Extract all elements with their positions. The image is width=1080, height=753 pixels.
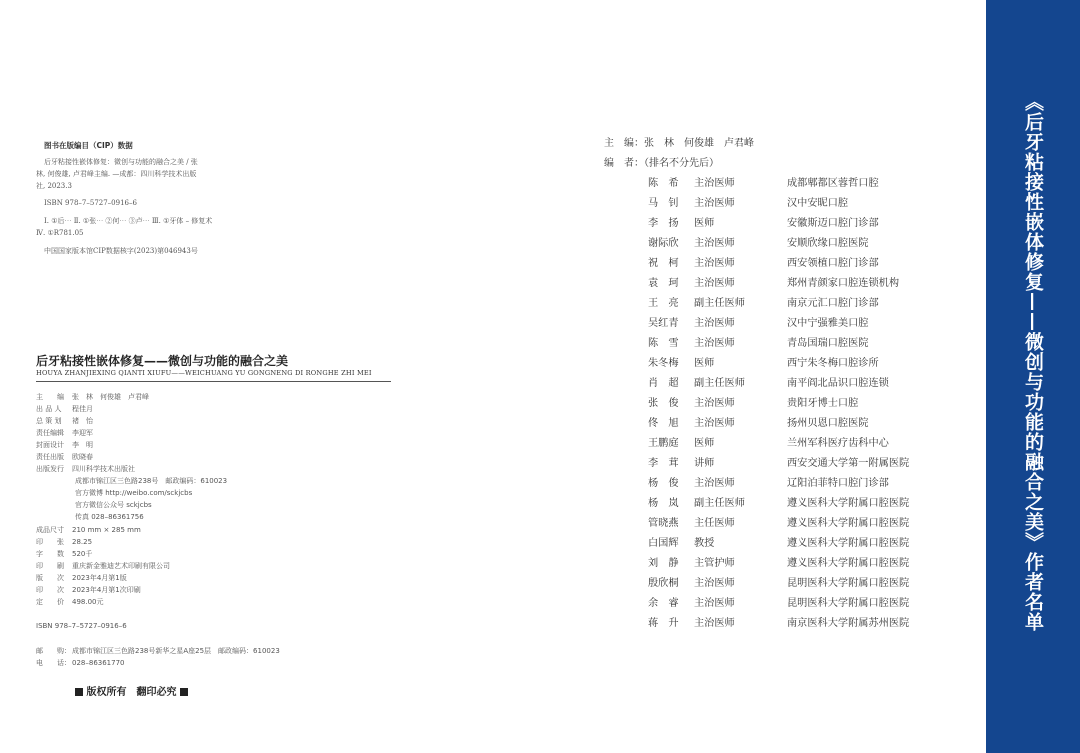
info-label: 印 张 xyxy=(36,538,64,546)
author-title: 医师 xyxy=(694,358,715,369)
copyright-notice xyxy=(75,683,188,698)
info-continuation: 传真 028–86361756 xyxy=(75,513,144,521)
author-title: 主治医师 xyxy=(694,618,735,629)
author-institution: 成都郫都区蓉哲口腔 xyxy=(787,178,879,189)
info-value: 李迎军 xyxy=(72,429,93,437)
author-title: 主治医师 xyxy=(694,278,735,289)
author-name: 陈 雪 xyxy=(648,338,679,349)
contact-label: 邮 购： xyxy=(36,647,71,655)
author-title: 主治医师 xyxy=(694,578,735,589)
info-row xyxy=(36,525,141,535)
contact-row xyxy=(36,658,125,668)
author-institution: 安徽斯迈口腔门诊部 xyxy=(787,218,879,229)
info-value: 褚 怡 xyxy=(72,417,93,425)
author-title: 教授 xyxy=(694,538,715,549)
author-institution: 安顺欣缘口腔医院 xyxy=(787,238,869,249)
author-institution: 昆明医科大学附属口腔医院 xyxy=(787,578,910,589)
info-value: 498.00元 xyxy=(72,598,104,606)
author-name: 白国辉 xyxy=(648,538,679,549)
author-name: 马 钊 xyxy=(648,198,679,209)
author-institution: 遵义医科大学附属口腔医院 xyxy=(787,498,910,509)
author-name: 王鹏庭 xyxy=(648,438,679,449)
info-value: 520千 xyxy=(72,550,93,558)
square-bullet-icon xyxy=(180,688,188,696)
contact-value: 028–86361770 xyxy=(72,659,125,667)
info-label: 定 价 xyxy=(36,598,64,606)
author-institution: 郑州青颜家口腔连锁机构 xyxy=(787,278,900,289)
info-value: 210 mm × 285 mm xyxy=(72,526,141,534)
author-name: 刘 静 xyxy=(648,558,679,569)
author-name: 吴红青 xyxy=(648,318,679,329)
info-row xyxy=(36,404,93,414)
cip-line: Ⅰ. ①后⋯ Ⅱ. ①张⋯ ②何⋯ ③卢⋯ Ⅲ. ①牙体 – 修复术 xyxy=(44,217,213,225)
info-label: 封面设计 xyxy=(36,441,64,449)
author-name: 蒋 升 xyxy=(648,618,679,629)
author-title: 副主任医师 xyxy=(694,498,745,509)
info-label: 主 编 xyxy=(36,393,64,401)
author-name: 陈 希 xyxy=(648,178,679,189)
info-row xyxy=(36,585,141,595)
cip-line: 中国国家版本馆CIP数据核字(2023)第046943号 xyxy=(44,247,198,255)
author-name: 肖 超 xyxy=(648,378,679,389)
author-institution: 南京元汇口腔门诊部 xyxy=(787,298,879,309)
info-value: 程佳月 xyxy=(72,405,93,413)
author-institution: 西安领植口腔门诊部 xyxy=(787,258,879,269)
info-label: 字 数 xyxy=(36,550,64,558)
author-title: 讲师 xyxy=(694,458,715,469)
info-label: 总 策 划 xyxy=(36,417,62,425)
info-row xyxy=(36,452,93,462)
cip-line: ISBN 978–7–5727–0916–6 xyxy=(44,199,137,207)
author-institution: 青岛国瑞口腔医院 xyxy=(787,338,869,349)
info-row xyxy=(36,464,135,474)
info-row xyxy=(36,416,93,426)
author-title: 主任医师 xyxy=(694,518,735,529)
author-name: 李 茸 xyxy=(648,458,679,469)
info-continuation: 官方微博 http://weibo.com/sckjcbs xyxy=(75,489,193,497)
info-label: 印 次 xyxy=(36,586,64,594)
info-row xyxy=(36,537,92,547)
author-institution: 汉中宁强雅美口腔 xyxy=(787,318,869,329)
author-institution: 遵义医科大学附属口腔医院 xyxy=(787,518,910,529)
author-name: 祝 柯 xyxy=(648,258,679,269)
author-title: 主治医师 xyxy=(694,258,735,269)
info-label: 出 品 人 xyxy=(36,405,62,413)
author-title: 主治医师 xyxy=(694,478,735,489)
info-value: 欧晓春 xyxy=(72,453,93,461)
author-institution: 西安交通大学第一附属医院 xyxy=(787,458,910,469)
author-title: 副主任医师 xyxy=(694,298,745,309)
info-label: 版 次 xyxy=(36,574,64,582)
author-title: 主治医师 xyxy=(694,398,735,409)
cip-heading: 图书在版编目（CIP）数据 xyxy=(44,141,133,150)
book-pinyin-title: HOUYA ZHANJIEXING QIANTI XIUFU——WEICHUANG YU GONGNENG DI RONGHE ZHI MEI xyxy=(36,369,372,377)
info-row xyxy=(36,549,92,559)
info-value: 四川科学技术出版社 xyxy=(72,465,135,473)
author-institution: 辽阳泊菲特口腔门诊部 xyxy=(787,478,889,489)
contact-value: 成都市锦江区三色路238号新华之星A座25层 邮政编码：610023 xyxy=(72,647,280,655)
copyright-text: 版权所有 翻印必究 xyxy=(86,687,177,698)
author-name: 王 亮 xyxy=(648,298,679,309)
cip-line: 后牙粘接性嵌体修复：微创与功能的融合之美 / 张 xyxy=(44,158,198,166)
author-title: 副主任医师 xyxy=(694,378,745,389)
author-institution: 扬州贝恩口腔医院 xyxy=(787,418,869,429)
author-institution: 南京医科大学附属苏州医院 xyxy=(787,618,910,629)
square-bullet-icon xyxy=(75,688,83,696)
title-divider xyxy=(36,381,391,382)
info-value: 28.25 xyxy=(72,538,93,546)
author-name: 朱冬梅 xyxy=(648,358,679,369)
author-name: 谢际欣 xyxy=(648,238,679,249)
editors xyxy=(604,154,719,169)
author-title: 主治医师 xyxy=(694,198,735,209)
author-title: 主治医师 xyxy=(694,338,735,349)
author-institution: 西宁朱冬梅口腔诊所 xyxy=(787,358,879,369)
info-row xyxy=(36,392,149,402)
book-title: 后牙粘接性嵌体修复——微创与功能的融合之美 xyxy=(36,354,289,368)
author-title: 主管护师 xyxy=(694,558,735,569)
info-value: 2023年4月第1版 xyxy=(72,574,127,582)
contact-label: 电 话： xyxy=(36,659,71,667)
author-title: 主治医师 xyxy=(694,598,735,609)
author-title: 医师 xyxy=(694,438,715,449)
info-row xyxy=(36,428,93,438)
info-row xyxy=(36,597,104,607)
author-title: 医师 xyxy=(694,218,715,229)
info-row xyxy=(36,561,170,571)
author-name: 袁 珂 xyxy=(648,278,679,289)
author-institution: 贵阳牙博士口腔 xyxy=(787,398,859,409)
author-institution: 南平阎北品识口腔连锁 xyxy=(787,378,889,389)
author-institution: 遵义医科大学附属口腔医院 xyxy=(787,538,910,549)
cip-line: 社, 2023.3 xyxy=(36,182,72,190)
info-label: 印 刷 xyxy=(36,562,64,570)
author-name: 殷欣桐 xyxy=(648,578,679,589)
isbn-footer: ISBN 978–7–5727–0916–6 xyxy=(36,622,127,630)
author-institution: 昆明医科大学附属口腔医院 xyxy=(787,598,910,609)
author-name: 李 扬 xyxy=(648,218,679,229)
info-value: 2023年4月第1次印刷 xyxy=(72,586,141,594)
author-title: 主治医师 xyxy=(694,178,735,189)
author-name: 张 俊 xyxy=(648,398,679,409)
info-row xyxy=(36,573,127,583)
editors-label: 编 者： xyxy=(604,158,644,169)
author-institution: 兰州军科医疗齿科中心 xyxy=(787,438,889,449)
cip-line: Ⅳ. ①R781.05 xyxy=(36,229,84,237)
author-institution: 汉中安昵口腔 xyxy=(787,198,849,209)
info-label: 成品尺寸 xyxy=(36,526,64,534)
cip-line: 林, 何俊雄, 卢君峰主编. —成都：四川科学技术出版 xyxy=(36,170,197,178)
author-name: 余 睿 xyxy=(648,598,679,609)
author-name: 杨 岚 xyxy=(648,498,679,509)
chief-editors-label: 主 编： xyxy=(604,138,644,149)
info-label: 责任编辑 xyxy=(36,429,64,437)
info-value: 张 林 何俊雄 卢君峰 xyxy=(72,393,149,401)
info-label: 责任出版 xyxy=(36,453,64,461)
chief-editors xyxy=(604,134,754,149)
info-label: 出版发行 xyxy=(36,465,64,473)
author-name: 杨 俊 xyxy=(648,478,679,489)
author-name: 管晓燕 xyxy=(648,518,679,529)
info-value: 重庆新金雅迪艺术印刷有限公司 xyxy=(72,562,170,570)
info-continuation: 官方微信公众号 sckjcbs xyxy=(75,501,152,509)
author-institution: 遵义医科大学附属口腔医院 xyxy=(787,558,910,569)
info-value: 李 明 xyxy=(72,441,93,449)
author-title: 主治医师 xyxy=(694,418,735,429)
chief-editors-names: 张 林 何俊雄 卢君峰 xyxy=(644,138,754,149)
author-title: 主治医师 xyxy=(694,318,735,329)
contact-row xyxy=(36,646,280,656)
author-title: 主治医师 xyxy=(694,238,735,249)
info-continuation: 成都市锦江区三色路238号 邮政编码：610023 xyxy=(75,477,228,485)
editors-note: （排名不分先后） xyxy=(644,158,719,169)
side-title: 《后牙粘接性嵌体修复——微创与功能的融合之美》作者名单 xyxy=(1022,92,1044,632)
info-row xyxy=(36,440,93,450)
author-name: 佟 旭 xyxy=(648,418,679,429)
